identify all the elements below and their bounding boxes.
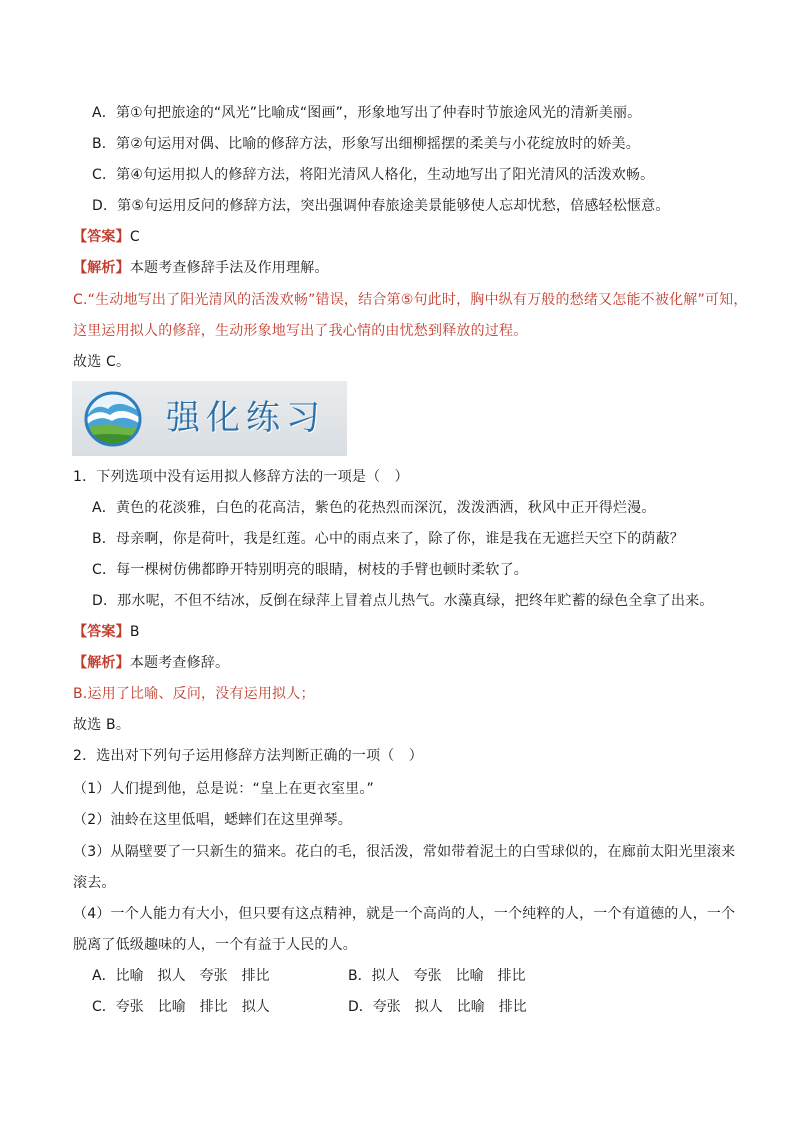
analysis-text: 本题考查修辞手法及作用理解。 — [129, 260, 329, 276]
prev-option-a: A．第①句把旅途的“风光”比喻成“图画”，形象地写出了仲春时节旅途风光的清新美丽。 — [92, 105, 642, 121]
q2-item-2: （2）油蛉在这里低唱，蟋蟀们在这里弹琴。 — [73, 812, 352, 828]
mountain-lake-logo-icon — [84, 391, 142, 447]
q1-option-a: A．黄色的花淡雅，白色的花高洁，紫色的花热烈而深沉，泼泼洒洒，秋风中正开得烂漫。 — [92, 500, 656, 516]
q1-option-d: D．那水呢，不但不结冰，反倒在绿萍上冒着点儿热气。水藻真绿，把终年贮蓄的绿色全拿了出来。 — [92, 593, 714, 609]
analysis-text: 本题考查修辞。 — [129, 655, 230, 671]
q2-choice-a: A．比喻 拟人 夸张 排比 — [92, 968, 270, 984]
prev-answer — [73, 227, 140, 247]
prev-explain-line-1: C.“生动地写出了阳光清风的活泼欢畅”错误，结合第⑤句此时，胸中纵有万般的愁绪又怎能不被化解”可知， — [73, 292, 748, 308]
q2-choice-b: B．拟人 夸张 比喻 排比 — [348, 968, 526, 984]
analysis-tag: 【解析】 — [73, 655, 130, 671]
q1-conclusion: 故选 B。 — [73, 717, 131, 733]
prev-option-b: B．第②句运用对偶、比喻的修辞方法，形象写出细柳摇摆的柔美与小花绽放时的娇美。 — [92, 136, 640, 152]
q1-analysis — [73, 653, 229, 673]
q2-choice-c: C．夸张 比喻 排比 拟人 — [92, 999, 270, 1015]
section-banner — [72, 381, 347, 456]
prev-option-d: D．第⑤句运用反问的修辞方法，突出强调仲春旅途美景能够使人忘却忧愁，倍感轻松惬意。 — [92, 198, 670, 214]
q2-item-1: （1）人们提到他，总是说：“皇上在更衣室里。” — [73, 781, 375, 797]
q2-item-4: （4）一个人能力有大小，但只要有这点精神，就是一个高尚的人，一个纯粹的人，一个有道德的人，一个 — [73, 906, 736, 922]
q1-option-b: B．母亲啊，你是荷叶，我是红莲。心中的雨点来了，除了你，谁是我在无遮拦天空下的荫蔽？ — [92, 531, 685, 547]
q1-answer — [73, 622, 140, 642]
prev-option-c: C．第④句运用拟人的修辞方法，将阳光清风人格化，生动地写出了阳光清风的活泼欢畅。 — [92, 167, 655, 183]
prev-explain-line-2: 这里运用拟人的修辞，生动形象地写出了我心情的由忧愁到释放的过程。 — [73, 323, 528, 339]
prev-conclusion: 故选 C。 — [73, 354, 131, 370]
prev-analysis — [73, 258, 329, 278]
q2-choice-d: D．夸张 拟人 比喻 排比 — [348, 999, 527, 1015]
answer-value: B — [129, 624, 140, 640]
banner-title: 强化练习 — [166, 398, 326, 438]
answer-tag: 【答案】 — [73, 624, 130, 640]
answer-value: C — [129, 229, 140, 245]
q1-stem: 1．下列选项中没有运用拟人修辞方法的一项是（ ） — [73, 469, 409, 485]
q2-item-3: （3）从隔壁要了一只新生的猫来。花白的毛，很活泼，常如带着泥土的白雪球似的，在廊前太阳光里滚来 — [73, 844, 736, 860]
q2-stem: 2．选出对下列句子运用修辞方法判断正确的一项（ ） — [73, 748, 423, 764]
q1-option-c: C．每一棵树仿佛都睁开特别明亮的眼睛，树枝的手臂也顿时柔软了。 — [92, 562, 528, 578]
answer-tag: 【答案】 — [73, 229, 130, 245]
q2-item-4-cont: 脱离了低级趣味的人，一个有益于人民的人。 — [73, 937, 357, 953]
analysis-tag: 【解析】 — [73, 260, 130, 276]
q1-explain: B.运用了比喻、反问，没有运用拟人； — [73, 686, 315, 702]
q2-item-3-cont: 滚去。 — [73, 875, 116, 891]
